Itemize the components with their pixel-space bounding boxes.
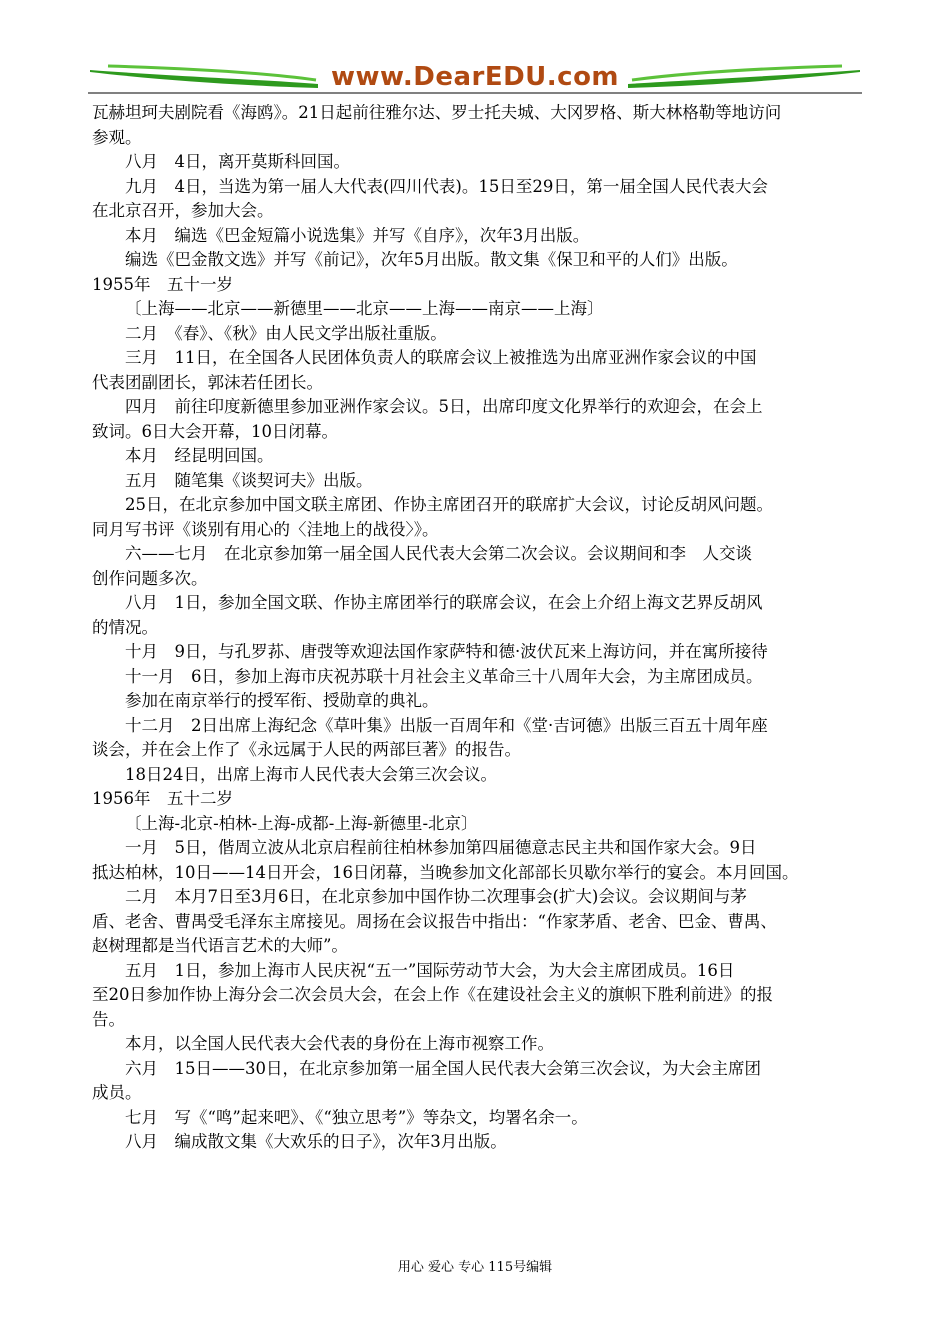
- text-line: 成员。: [92, 1083, 142, 1102]
- text-line: 参观。: [92, 127, 142, 147]
- text-line: 四月 前往印度新德里参加亚洲作家会议。5日，出席印度文化界举行的欢迎会，在会上: [125, 397, 763, 416]
- text-line: 本月，以全国人民代表大会代表的身份在上海市视察工作。: [125, 1034, 554, 1053]
- text-line: 八月 4日，离开莫斯科回国。: [125, 152, 350, 171]
- site-logo-text: www.DearEDU.com: [330, 62, 620, 92]
- page-footer: 用心 爱心 专心 115号编辑: [397, 1260, 553, 1275]
- text-line: 参加在南京举行的授军衔、授勋章的典礼。: [125, 691, 439, 710]
- text-line: 告。: [92, 1009, 125, 1029]
- text-line: 编选《巴金散文选》并写《前记》，次年5月出版。散文集《保卫和平的人们》出版。: [125, 250, 738, 269]
- text-line: 谈会，并在会上作了《永远属于人民的两部巨著》的报告。: [92, 740, 521, 759]
- text-line: 在北京召开，参加大会。: [92, 201, 274, 220]
- text-line: 盾、老舍、曹禺受毛泽东主席接见。周扬在会议报告中指出：“作家茅盾、老舍、巴金、曹禺、: [92, 911, 777, 931]
- text-line: 三月 11日，在全国各人民团体负责人的联席会议上被推选为出席亚洲作家会议的中国: [125, 348, 757, 367]
- text-line: 代表团副团长，郭沫若任团长。: [92, 372, 323, 392]
- text-line: 七月 写《“鸣”起来吧》、《“独立思考”》等杂文，均署名余一。: [125, 1107, 588, 1127]
- text-line: 二月 本月7日至3月6日，在北京参加中国作协二次理事会(扩大)会议。会议期间与茅: [125, 887, 747, 906]
- text-line: 二月 《春》、《秋》由人民文学出版社重版。: [125, 323, 447, 343]
- text-line: 六——七月 在北京参加第一届全国人民代表大会第二次会议。会议期间和李 人交谈: [125, 544, 752, 563]
- text-line: 本月 编选《巴金短篇小说选集》并写《自序》，次年3月出版。: [125, 225, 590, 245]
- text-line: 瓦赫坦珂夫剧院看《海鸥》。21日起前往雅尔达、罗士托夫城、大冈罗格、斯大林格勒等地访问: [92, 103, 782, 122]
- text-line: 18日24日，出席上海市人民代表大会第三次会议。: [125, 764, 497, 784]
- text-line: 九月 4日，当选为第一届人大代表(四川代表)。15日至29日，第一届全国人民代表大会: [125, 176, 768, 196]
- text-line: 五月 1日，参加上海市人民庆祝“五一”国际劳动节大会，为大会主席团成员。16日: [125, 960, 735, 980]
- text-line: 本月 经昆明回国。: [125, 446, 274, 465]
- text-line: 至20日参加作协上海分会二次会员大会，在会上作《在建设社会主义的旗帜下胜利前进》的报: [92, 985, 773, 1004]
- text-line: 赵树理都是当代语言艺术的大师”。: [92, 936, 348, 955]
- text-line: 八月 1日，参加全国文联、作协主席团举行的联席会议，在会上介绍上海文艺界反胡风: [125, 593, 763, 612]
- text-line: 十一月 6日，参加上海市庆祝苏联十月社会主义革命三十八周年大会，为主席团成员。: [125, 666, 763, 686]
- text-line: 十二月 2日出席上海纪念《草叶集》出版一百周年和《堂·吉诃德》出版三百五十周年座: [125, 715, 768, 735]
- text-line: 同月写书评《谈别有用心的〈洼地上的战役〉》。: [92, 519, 439, 539]
- year-heading: 1955年 五十一岁: [92, 274, 233, 294]
- text-line: 创作问题多次。: [92, 568, 208, 588]
- text-line: 的情况。: [92, 617, 158, 637]
- document-body: [92, 101, 862, 1155]
- text-line: 一月 5日，偕周立波从北京启程前往柏林参加第四届德意志民主共和国作家大会。9日: [125, 838, 757, 857]
- page-header: [88, 58, 862, 98]
- text-line: 抵达柏林，10日——14日开会，16日闭幕，当晚参加文化部部长贝歇尔举行的宴会。本月回国。: [92, 862, 799, 882]
- text-line: 致词。6日大会开幕，10日闭幕。: [92, 421, 338, 441]
- year-heading: 1956年 五十二岁: [92, 789, 233, 808]
- text-line: 十月 9日，与孔罗荪、唐弢等欢迎法国作家萨特和德·波伏瓦来上海访问，并在寓所接待: [125, 642, 768, 661]
- itinerary-line: 〔上海——北京——新德里——北京——上海——南京——上海〕: [125, 299, 604, 318]
- text-line: 25日，在北京参加中国文联主席团、作协主席团召开的联席扩大会议，讨论反胡风问题。: [125, 495, 773, 514]
- itinerary-line: 〔上海-北京-柏林-上海-成都-上海-新德里-北京〕: [125, 813, 478, 833]
- text-line: 八月 编成散文集《大欢乐的日子》，次年3月出版。: [125, 1132, 507, 1151]
- text-line: 五月 随笔集《谈契诃夫》出版。: [125, 470, 373, 490]
- text-line: 六月 15日——30日，在北京参加第一届全国人民代表大会第三次会议，为大会主席团: [125, 1058, 761, 1078]
